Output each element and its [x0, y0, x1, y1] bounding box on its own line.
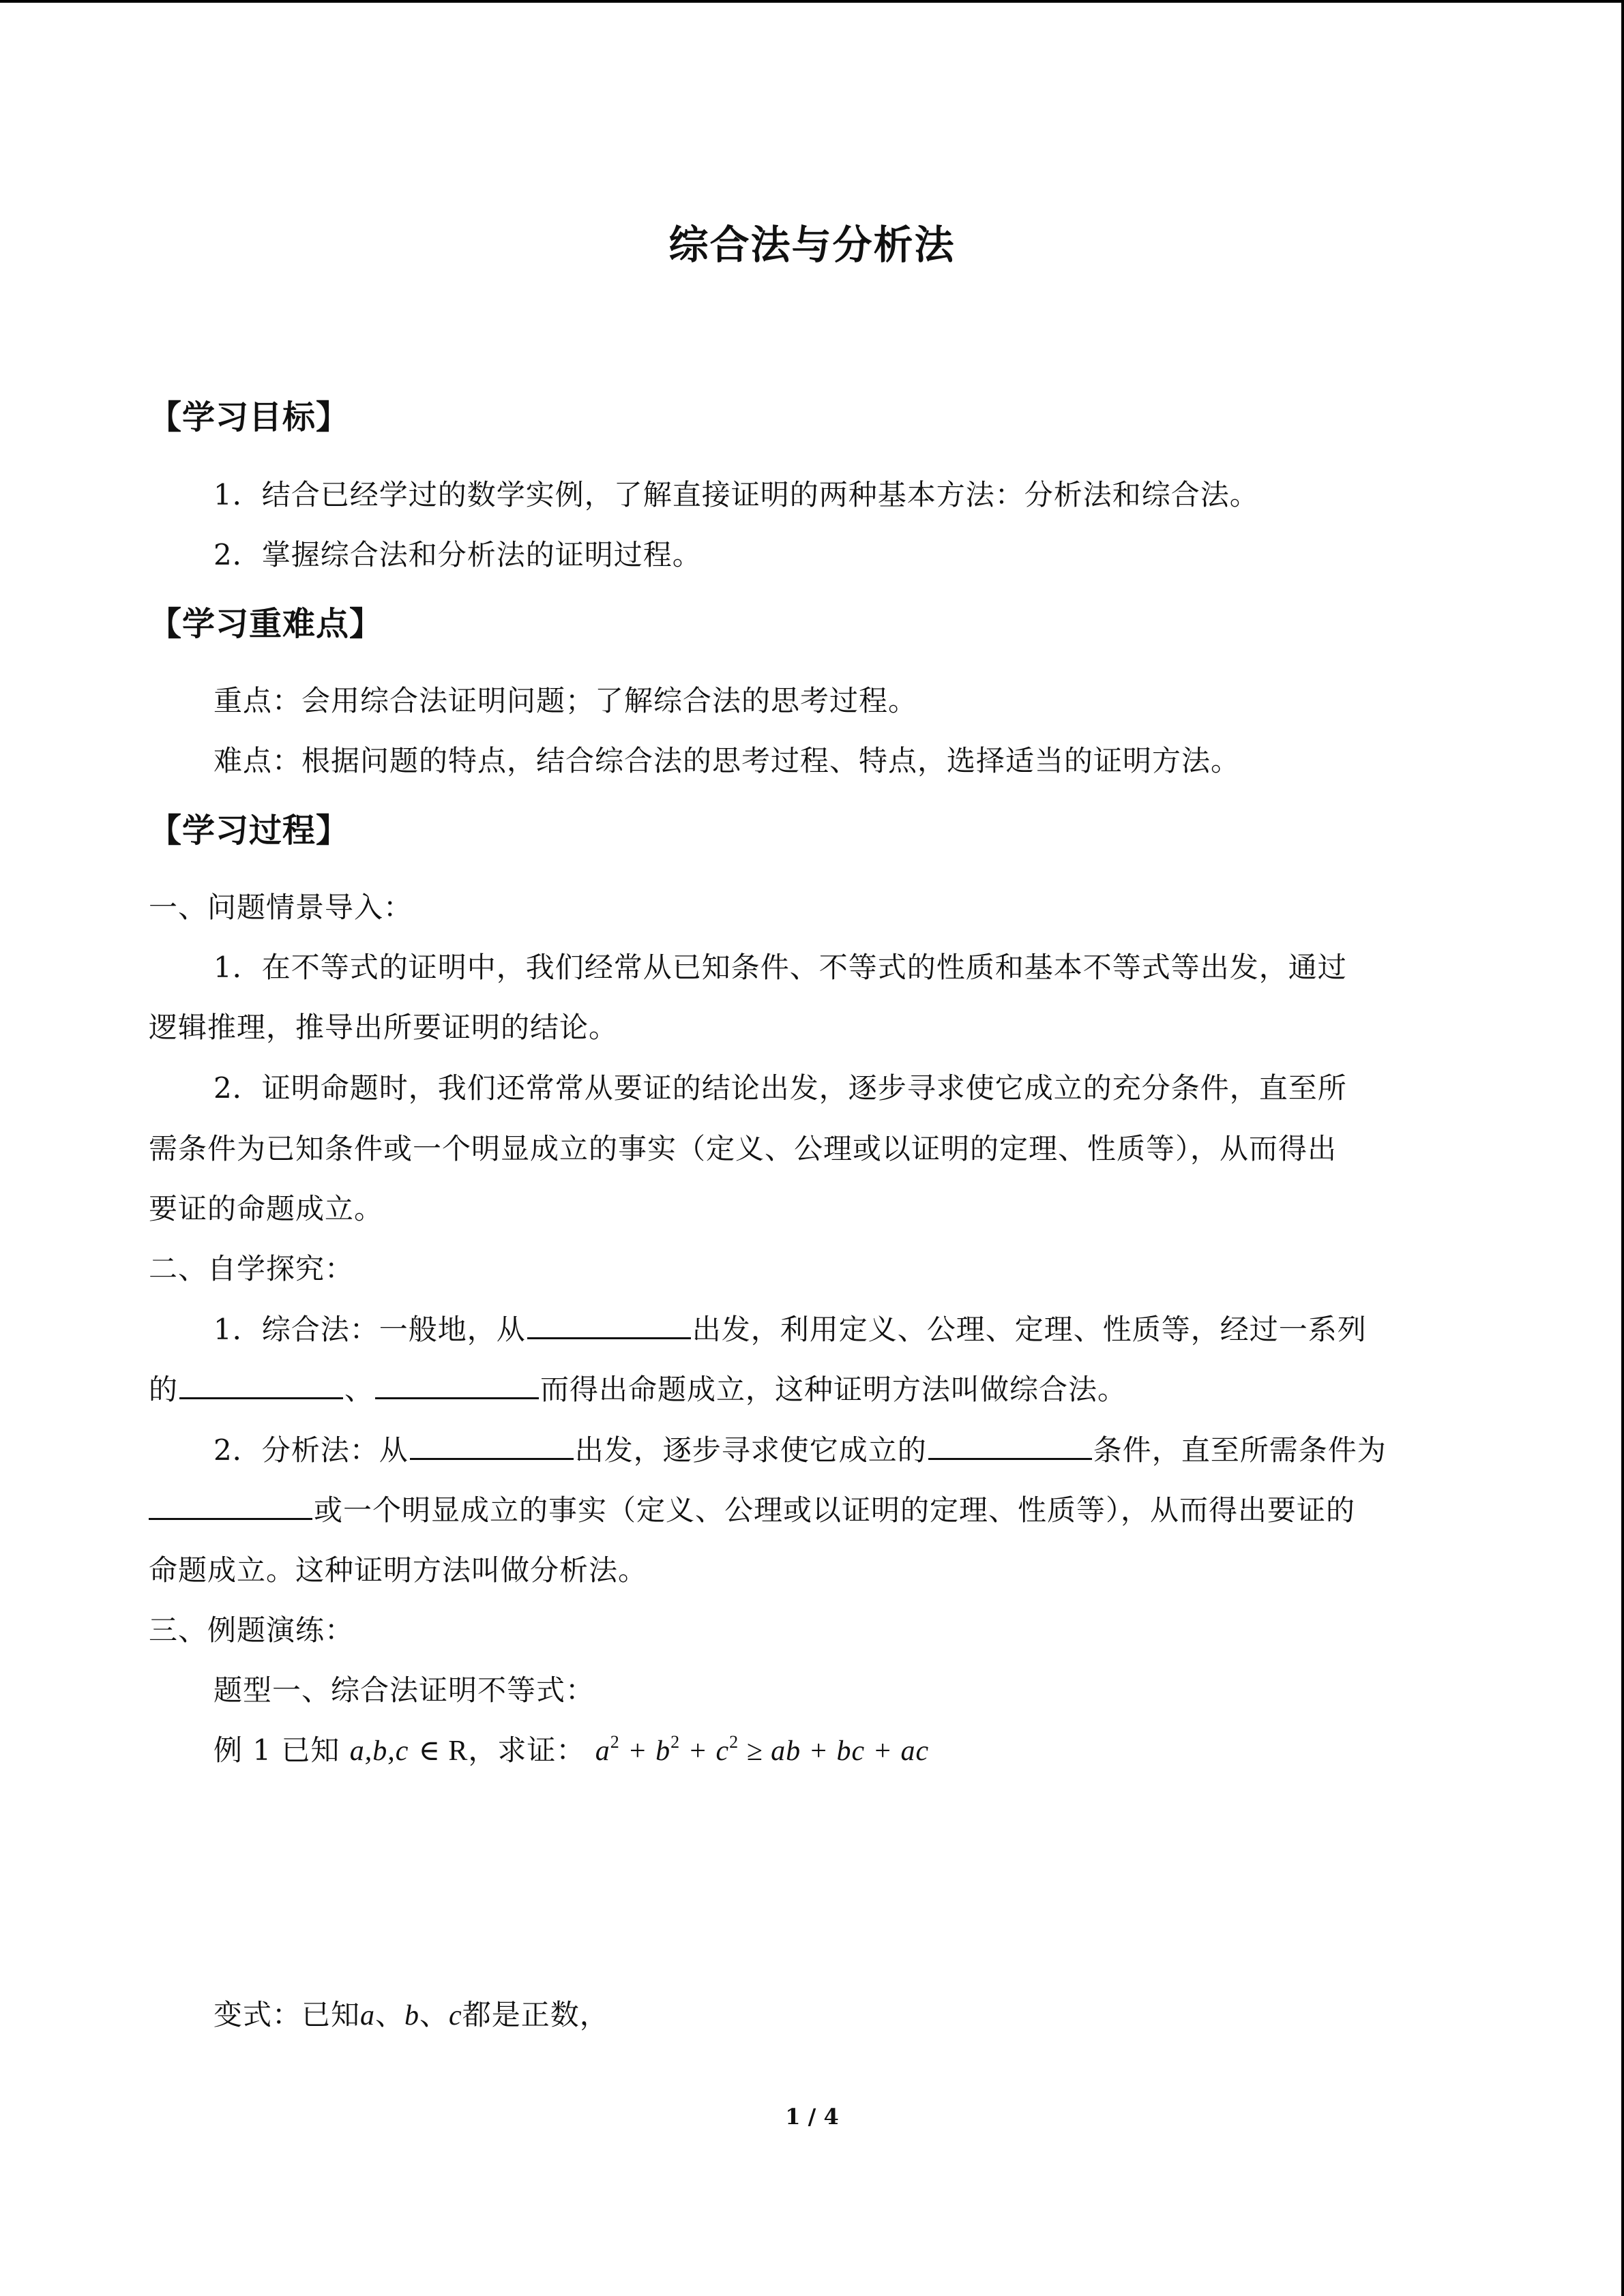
difficult-point: 难点：根据问题的特点，结合综合法的思考过程、特点，选择适当的证明方法。	[213, 744, 1241, 777]
example1-vars: a,b,c	[349, 1735, 409, 1767]
synthetic-text-e: 而得出命题成立，这种证明方法叫做综合法。	[540, 1373, 1127, 1406]
part2-title: 二、自学探究：	[149, 1252, 355, 1285]
question-type1: 题型一、综合法证明不等式：	[213, 1673, 595, 1707]
analytic-text-c: 条件，直至所需条件为	[1093, 1433, 1387, 1467]
objectives-heading: 【学习目标】	[149, 398, 350, 436]
process-heading: 【学习过程】	[149, 811, 350, 850]
page-border-top	[0, 0, 1624, 3]
key-points-heading: 【学习重难点】	[149, 605, 383, 643]
part1-title: 一、问题情景导入：	[149, 891, 413, 924]
part1-paragraph1-line1: 1．在不等式的证明中，我们经常从已知条件、不等式的性质和基本不等式等出发，通过	[213, 951, 1347, 984]
analytic-definition-line1	[213, 1431, 1387, 1470]
fill-blank	[375, 1370, 539, 1399]
fill-blank	[410, 1431, 574, 1460]
page-title: 综合法与分析法	[668, 222, 956, 268]
part1-paragraph2-line2: 需条件为已知条件或一个明显成立的事实（定义、公理或以证明的定理、性质等），从而得出	[149, 1132, 1338, 1165]
fill-blank	[179, 1370, 343, 1399]
example1-mid: ，求证：	[468, 1733, 586, 1767]
synthetic-text-b: 出发，利用定义、公理、定理、性质等，经过一系列	[692, 1313, 1367, 1346]
example1-formula: $a^2 + b^2 + c^2$ ≥ ab + bc + ac	[595, 1732, 930, 1767]
variant: 变式：已知a、b、c都是正数，	[213, 1998, 609, 2031]
objective-item: 2．掌握综合法和分析法的证明过程。	[213, 538, 702, 571]
example1	[213, 1731, 929, 1771]
part1-paragraph1-line2: 逻辑推理，推导出所要证明的结论。	[149, 1011, 619, 1044]
page-number: 1 / 4	[785, 2104, 839, 2130]
variant-suffix: 都是正数，	[462, 1998, 609, 2031]
objective-item: 1．结合已经学过的数学实例，了解直接证明的两种基本方法：分析法和综合法。	[213, 478, 1259, 511]
synthetic-definition-line1	[213, 1310, 1367, 1350]
example1-in: ∈ R	[418, 1735, 469, 1767]
important-point: 重点：会用综合法证明问题；了解综合法的思考过程。	[213, 684, 918, 717]
synthetic-text-a: 1．综合法：一般地，从	[213, 1313, 526, 1346]
fill-blank	[149, 1491, 312, 1520]
analytic-text-a: 2．分析法：从	[213, 1433, 409, 1467]
synthetic-text-d: 、	[344, 1373, 374, 1406]
part1-paragraph2-line3: 要证的命题成立。	[149, 1192, 384, 1225]
part1-paragraph2-line1: 2．证明命题时，我们还常常从要证的结论出发，逐步寻求使它成立的充分条件，直至所	[213, 1071, 1347, 1105]
part3-title: 三、例题演练：	[149, 1613, 355, 1647]
analytic-definition-line3: 命题成立。这种证明方法叫做分析法。	[149, 1553, 648, 1587]
page-border-right	[1621, 0, 1624, 2296]
analytic-definition-line2	[149, 1491, 1355, 1530]
synthetic-text-c: 的	[149, 1373, 179, 1406]
variant-prefix: 变式：已知	[213, 1998, 361, 2031]
fill-blank	[527, 1310, 691, 1339]
synthetic-definition-line2	[149, 1370, 1127, 1410]
fill-blank	[928, 1431, 1092, 1460]
analytic-text-b: 出发，逐步寻求使它成立的	[574, 1433, 927, 1467]
analytic-text-d: 或一个明显成立的事实（定义、公理或以证明的定理、性质等），从而得出要证的	[314, 1493, 1356, 1527]
example1-prefix: 例 1 已知	[213, 1733, 340, 1767]
